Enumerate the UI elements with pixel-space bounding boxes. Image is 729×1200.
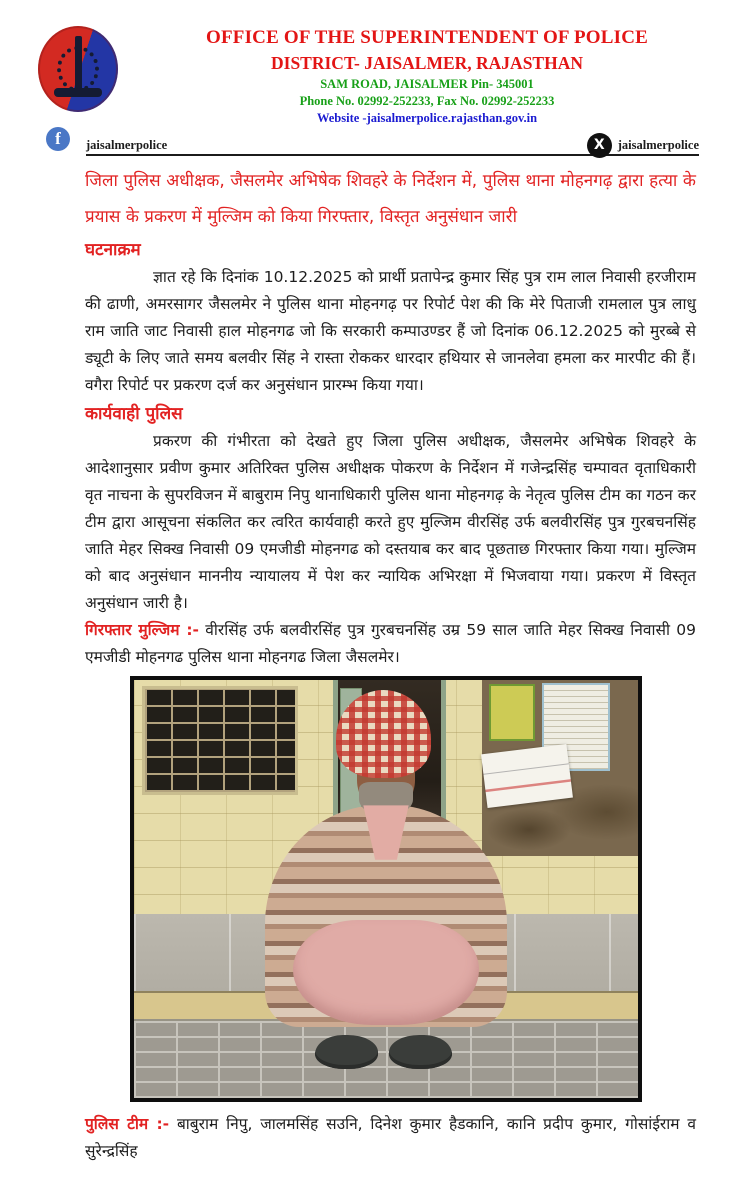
district-title: DISTRICT- JAISALMER, RAJASTHAN xyxy=(271,53,583,73)
phone-fax-line: Phone No. 02992-252233, Fax No. 02992-252233 xyxy=(299,94,555,108)
address-line: SAM ROAD, JAISALMER Pin- 345001 xyxy=(320,77,534,91)
letterhead xyxy=(0,0,729,127)
x-icon[interactable] xyxy=(587,133,612,158)
police-team-members: बाबुराम निपु, जालमसिंह सउनि, दिनेश कुमार हैडकानि, कानि प्रदीप कुमार, गोसांईराम व सुरेन्द्रसिंह xyxy=(85,1115,696,1160)
emblem-banner-icon xyxy=(54,88,102,97)
social-bar xyxy=(86,131,699,156)
facebook-icon[interactable] xyxy=(46,127,70,151)
arrested-accused-paragraph xyxy=(85,617,696,671)
arrested-accused-details: वीरसिंह उर्फ बलवीरसिंह पुत्र गुरबचनसिंह उम्र 59 साल जाति मेहर सिक्ख निवासी 09 एमजीडी मोहनगढ पुलिस थाना मोहनगढ जिला जैसलमेर। xyxy=(85,621,696,666)
section-heading-police-action: कार्यवाही पुलिस xyxy=(85,404,183,424)
office-title: OFFICE OF THE SUPERINTENDENT OF POLICE xyxy=(205,27,649,48)
x-handle[interactable]: jaisalmerpolice xyxy=(617,138,699,152)
police-action-paragraph: प्रकरण की गंभीरता को देखते हुए जिला पुलिस अधीक्षक, जैसलमेर अभिषेक शिवहरे के आदेशानुसार प्रवीण कुमार अतिरिक्त पुलिस अधीक्षक पोकरण के निर्देशन में गजेन्द्रसिंह चम्पावत वृताधिकारी वृत नाचना के सुपरविजन में बाबुराम निपु थानाधिकारी पुलिस थाना मोहनगढ़ के नेतृत्व पुलिस टीम का गठन कर टीम द्वारा आसूचना संकलित कर त्वरित कार्यवाही करते हुए मुल्जिम वीरसिंह उर्फ बलवीरसिंह पुत्र गुरबचनसिंह जाति मेहर सिक्ख निवासी 09 एमजीडी मोहनगढ को दस्तयाब कर बाद पूछताछ गिरफ्तार किया गया। मुल्जिम को बाद अनुसंधान माननीय न्यायालय में पेश कर न्यायिक अभिरक्षा में भिजवाया गया। प्रकरण में विस्तृत अनुसंधान जारी है। xyxy=(85,432,696,612)
website-line[interactable]: Website -jaisalmerpolice.rajasthan.gov.in xyxy=(316,111,538,125)
section-heading-incident: घटनाक्रम xyxy=(85,240,141,260)
suspect-right-shoe xyxy=(389,1035,452,1068)
suspect-left-shoe xyxy=(315,1035,378,1068)
police-team-label: पुलिस टीम :- xyxy=(85,1115,170,1133)
suspect-trousers xyxy=(293,920,479,1025)
suspect-turban xyxy=(336,690,432,778)
emblem-sword-icon xyxy=(75,36,82,92)
x-handle-group xyxy=(587,133,699,153)
paved-floor xyxy=(134,1021,638,1098)
white-sign xyxy=(481,744,573,808)
rajasthan-police-logo-icon xyxy=(38,26,118,112)
police-team-paragraph xyxy=(85,1111,696,1165)
headline: जिला पुलिस अधीक्षक, जैसलमेर अभिषेक शिवहरे के निर्देशन में, पुलिस थाना मोहनगढ़ द्वारा हत्या के प्रयास के प्रकरण में मुल्जिम को किया गिरफ्तार, विस्तृत अनुसंधान जारी xyxy=(85,171,696,227)
press-note-body xyxy=(85,163,696,1165)
window-grille xyxy=(142,686,298,795)
arrested-accused-label: गिरफ्तार मुल्जिम :- xyxy=(85,621,199,639)
facebook-handle[interactable]: jaisalmerpolice xyxy=(86,138,168,152)
letterhead-text xyxy=(125,25,729,127)
suspect-photo xyxy=(130,676,642,1102)
incident-paragraph: ज्ञात रहे कि दिनांक 10.12.2025 को प्रार्थी प्रतापेन्द्र कुमार सिंह पुत्र राम लाल निवासी हरजीराम की ढाणी, अमरसागर जैसलमेर ने पुलिस थाना मोहनगढ़ पर रिपोर्ट पेश की कि मेरे पिताजी रामलाल पुत्र लाधु राम जाति जाट निवासी हाल मोहनगढ जो कि सरकारी कम्पाउण्डर हैं जो दिनांक 06.12.2025 को मुरब्बे से ड्यूटी के लिए जाते समय बलवीर सिंह ने रास्ता रोककर धारदार हथियार से जानलेवा हमला कर मारपीट की हैं। वगैरा रिपोर्ट पर प्रकरण दर्ज कर अनुसंधान प्रारम्भ किया गया। xyxy=(85,268,696,394)
yellow-poster xyxy=(489,684,534,740)
